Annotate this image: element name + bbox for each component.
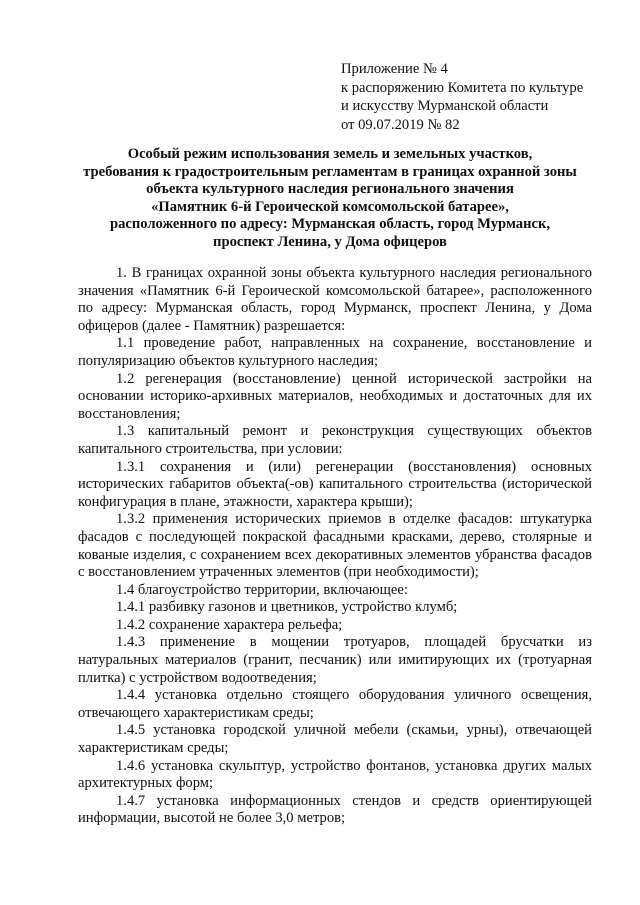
appendix-header	[341, 60, 631, 134]
paragraph-1-3: 1.3 капитальный ремонт и реконструкция существующих объектов капитального строительства, при условии:	[78, 423, 592, 457]
title-line: «Памятник 6-й Героической комсомольской батарее»,	[151, 198, 509, 215]
paragraph-1-4-2: 1.4.2 сохранение характера рельефа;	[116, 616, 343, 633]
paragraph-1-4: 1.4 благоустройство территории, включающее:	[116, 581, 408, 598]
paragraph-1-4-4: 1.4.4 установка отдельно стоящего оборудования уличного освещения, отвечающего характеристикам среды;	[78, 687, 592, 721]
title-line: проспект Ленина, у Дома офицеров	[213, 233, 447, 250]
paragraph-1-3-1: 1.3.1 сохранения и (или) регенерации (восстановления) основных исторических габаритов объекта(-ов) капитального строительства (исторической конфигурация в плане, этажности, характера крыши);	[78, 458, 592, 510]
paragraph-1-4-5: 1.4.5 установка городской уличной мебели (скамьи, урны), отвечающей характеристикам среды;	[78, 722, 592, 757]
appendix-line: Приложение № 4	[341, 61, 448, 77]
paragraph-1-1: 1.1 проведение работ, направленных на сохранение, восстановление и популяризацию объектов культурного наследия;	[78, 335, 592, 369]
appendix-line: от 09.07.2019 № 82	[341, 116, 460, 133]
document-title	[60, 146, 600, 251]
title-line: расположенного по адресу: Мурманская область, город Мурманск,	[109, 216, 551, 232]
title-line: требования к градостроительным регламентам в границах охранной зоны	[83, 163, 577, 180]
title-line: объекта культурного наследия регионального значения	[146, 181, 514, 197]
paragraph-1-2: 1.2 регенерация (восстановление) ценной исторической застройки на основании историко-архивных материалов, необходимых и достаточных для их восстановления;	[78, 370, 592, 422]
paragraph-1-3-2: 1.3.2 применения исторических приемов в отделке фасадов: штукатурка фасадов с последующей покраской фасадными красками, дерево, столярные и кованые изделия, с сохранением всех декоративных элементов убранства фасадов с восстановлением утраченных элементов (при необходимости);	[78, 511, 592, 581]
title-line: Особый режим использования земель и земельных участков,	[127, 146, 533, 162]
document-body	[78, 265, 592, 828]
paragraph-1-4-3: 1.4.3 применение в мощении тротуаров, площадей брусчатки из натуральных материалов (гранит, песчаник) или имитирующих их (тротуарная плитка) с устройством водоотведения;	[78, 634, 592, 686]
paragraph-1-4-1: 1.4.1 разбивку газонов и цветников, устройство клумб;	[116, 599, 458, 616]
appendix-line: и искусству Мурманской области	[341, 98, 549, 114]
paragraph-1-4-7: 1.4.7 установка информационных стендов и средств ориентирующей информации, высотой не более 3,0 метров;	[78, 792, 592, 827]
paragraph-1: 1. В границах охранной зоны объекта культурного наследия регионального значения «Памятник 6-й Героической комсомольской батарее», расположенного по адресу: Мурманская область, город Мурманск, проспект Ленина, у Дома офицеров (далее - Памятник) разрешается:	[78, 265, 592, 334]
appendix-line: к распоряжению Комитета по культуре	[341, 79, 584, 96]
paragraph-1-4-6: 1.4.6 установка скульптур, устройство фонтанов, установка других малых архитектурных форм;	[78, 757, 592, 792]
